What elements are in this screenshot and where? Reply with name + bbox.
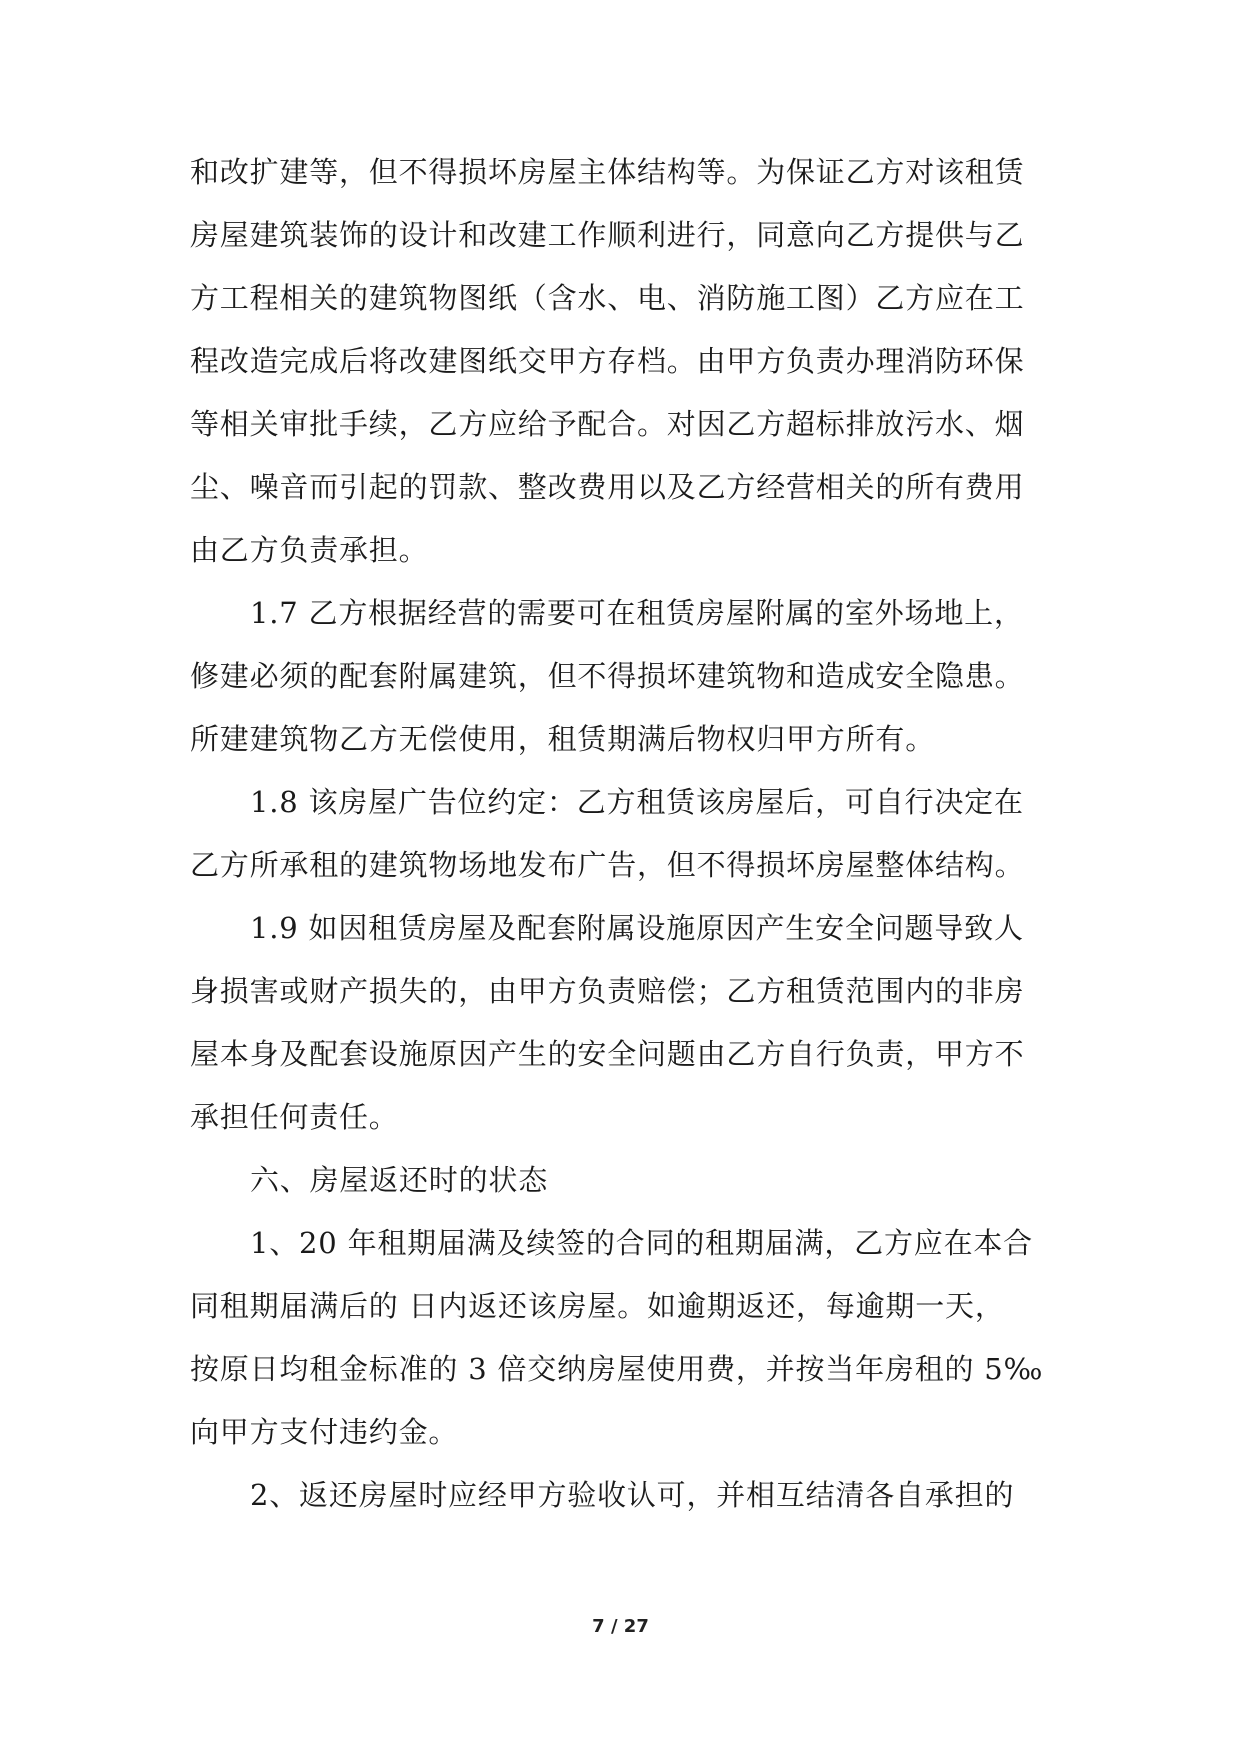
clause-1-7: 1.7 乙方根据经营的需要可在租赁房屋附属的室外场地上， <box>250 596 1024 630</box>
text-line: 向甲方支付违约金。 <box>190 1415 459 1449</box>
text-line: 和改扩建等，但不得损坏房屋主体结构等。为保证乙方对该租赁 <box>190 155 1025 189</box>
text-line: 程改造完成后将改建图纸交甲方存档。由甲方负责办理消防环保 <box>190 344 1025 378</box>
text-line: 由乙方负责承担。 <box>190 533 429 567</box>
clause-1: 1、20 年租期届满及续签的合同的租期届满，乙方应在本合 <box>250 1226 1033 1260</box>
text-line: 屋本身及配套设施原因产生的安全问题由乙方自行负责，甲方不 <box>190 1037 1025 1071</box>
clause-2: 2、返还房屋时应经甲方验收认可，并相互结清各自承担的 <box>250 1478 1015 1512</box>
text-line: 等相关审批手续，乙方应给予配合。对因乙方超标排放污水、烟 <box>190 407 1025 441</box>
clause-1-9: 1.9 如因租赁房屋及配套附属设施原因产生安全问题导致人 <box>250 911 1024 945</box>
text-line: 承担任何责任。 <box>190 1100 399 1134</box>
section-heading: 六、房屋返还时的状态 <box>250 1163 549 1197</box>
text-line: 按原日均租金标准的 3 倍交纳房屋使用费，并按当年房租的 5‰ <box>190 1352 1044 1386</box>
text-line: 乙方所承租的建筑物场地发布广告，但不得损坏房屋整体结构。 <box>190 848 1025 882</box>
text-line: 同租期届满后的 日内返还该房屋。如逾期返还，每逾期一天， <box>190 1289 1005 1323</box>
text-line: 所建建筑物乙方无偿使用，租赁期满后物权归甲方所有。 <box>190 722 936 756</box>
text-line: 身损害或财产损失的，由甲方负责赔偿；乙方租赁范围内的非房 <box>190 974 1025 1008</box>
page-number: 7 / 27 <box>592 1616 649 1637</box>
text-line: 方工程相关的建筑物图纸（含水、电、消防施工图）乙方应在工 <box>190 281 1025 315</box>
text-line: 修建必须的配套附属建筑，但不得损坏建筑物和造成安全隐患。 <box>190 659 1025 693</box>
text-line: 尘、噪音而引起的罚款、整改费用以及乙方经营相关的所有费用 <box>190 470 1025 504</box>
clause-1-8: 1.8 该房屋广告位约定：乙方租赁该房屋后，可自行决定在 <box>250 785 1024 819</box>
text-line: 房屋建筑装饰的设计和改建工作顺利进行，同意向乙方提供与乙 <box>190 218 1025 252</box>
